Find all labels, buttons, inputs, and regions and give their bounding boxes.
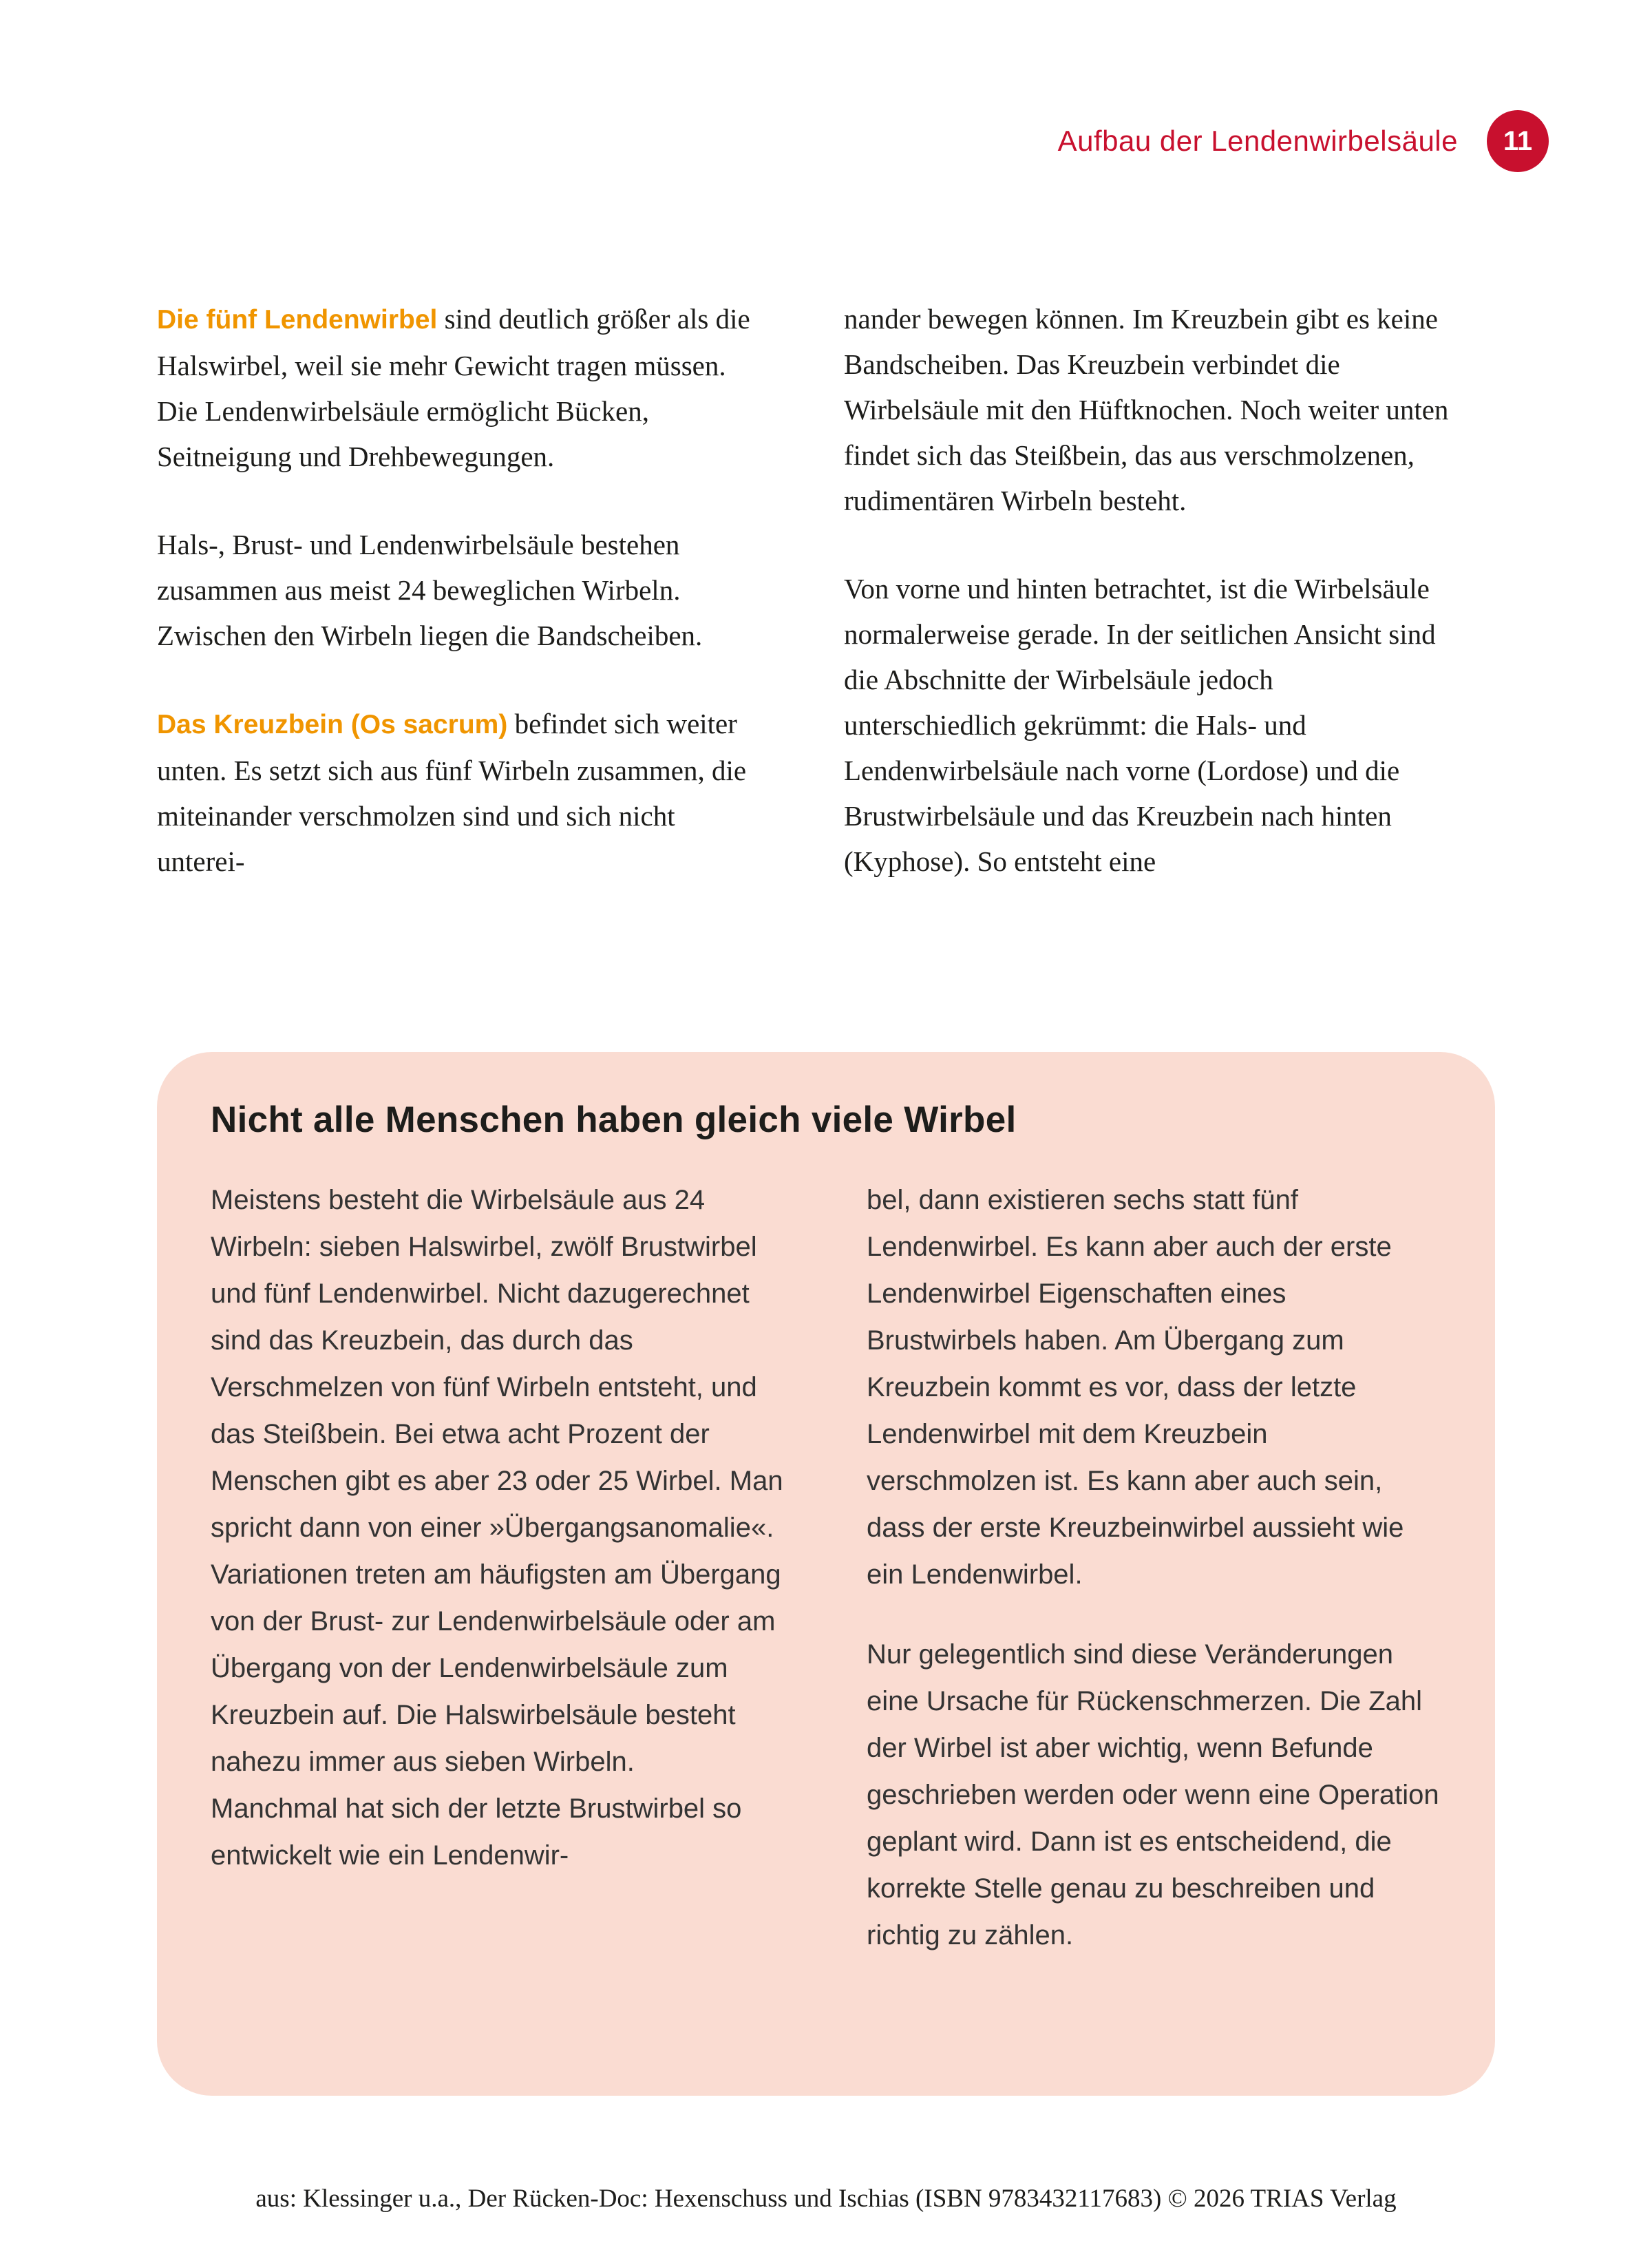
paragraph: bel, dann existieren sechs statt fünf Lendenwirbel. Es kann aber auch der erste Lendenwirbel Eigenschaften eines Brustwirbels haben. Am Übergang zum Kreuzbein kommt es vor, dass der letzte Lendenwirbel mit dem Kreuzbein verschmolzen ist. Es kann aber auch sein, dass der erste Kreuzbeinwirbel aussieht wie ein Lendenwirbel. — [867, 1185, 1404, 1590]
main-text — [157, 296, 1450, 884]
page-header — [1058, 110, 1549, 172]
paragraph-lead-in: Das Kreuzbein (Os sacrum) — [157, 710, 508, 739]
info-box-title: Nicht alle Menschen haben gleich viele Wirbel — [211, 1100, 1017, 1140]
paragraph: Nur gelegentlich sind diese Veränderungen eine Ursache für Rückenschmerzen. Die Zahl der Wirbel ist aber wichtig, wenn Befunde geschrieben werden oder wenn eine Operation geplant wird. Dann ist es entscheidend, die korrekte Stelle genau zu beschreiben und richtig zu zählen. — [867, 1639, 1439, 1950]
page-number-badge — [1487, 110, 1549, 172]
paragraph-lead-in: Die fünf Lendenwirbel — [157, 305, 438, 335]
info-box-columns — [211, 1177, 1441, 1959]
main-column-left — [157, 296, 763, 884]
source-credit: aus: Klessinger u.a., Der Rücken-Doc: Hexenschuss und Ischias (ISBN 9783432117683) © 2026 TRIAS Verlag — [255, 2185, 1397, 2213]
paragraph: nander bewegen können. Im Kreuzbein gibt es keine Bandscheiben. Das Kreuzbein verbindet die Wirbelsäule mit den Hüftknochen. Noch weiter unten findet sich das Steißbein, das aus verschmolzenen, rudimentären Wirbeln besteht. — [844, 303, 1449, 516]
info-box-column-right — [867, 1177, 1441, 1959]
page-number: 11 — [1503, 125, 1533, 156]
main-column-right — [844, 296, 1450, 884]
paragraph-text: sind deutlich größer als die Halswirbel, weil sie mehr Gewicht tragen müssen. Die Lendenwirbelsäule ermöglicht Bücken, Seitneigung und Drehbewegungen. — [157, 303, 750, 472]
paragraph-text: befindet sich weiter unten. Es setzt sich aus fünf Wirbeln zusammen, die miteinander verschmolzen sind und sich nicht unterei- — [157, 708, 747, 877]
running-head: Aufbau der Lendenwirbelsäule — [1057, 125, 1458, 157]
paragraph: Manchmal hat sich der letzte Brustwirbel so entwickelt wie ein Lendenwir- — [211, 1793, 742, 1871]
paragraph: Hals-, Brust- und Lendenwirbelsäule bestehen zusammen aus meist 24 beweglichen Wirbeln. Zwischen den Wirbeln liegen die Bandscheiben. — [157, 529, 703, 651]
paragraph: Von vorne und hinten betrachtet, ist die Wirbelsäule normalerweise gerade. In der seitlichen Ansicht sind die Abschnitte der Wirbelsäule jedoch unterschiedlich gekrümmt: die Hals- und Lendenwirbelsäule nach vorne (Lordose) und die Brustwirbelsäule und das Kreuzbein nach hinten (Kyphose). So entsteht eine — [844, 573, 1436, 877]
paragraph: Meistens besteht die Wirbelsäule aus 24 Wirbeln: sieben Halswirbel, zwölf Brustwirbel und fünf Lendenwirbel. Nicht dazugerechnet sind das Kreuzbein, das durch das Verschmelzen von fünf Wirbeln entsteht, und das Steißbein. Bei etwa acht Prozent der Menschen gibt es aber 23 oder 25 Wirbel. Man spricht dann von einer »Übergangsanomalie«. Variationen treten am häufigsten am Übergang von der Brust- zur Lendenwirbelsäule oder am Übergang von der Lendenwirbelsäule zum Kreuzbein auf. Die Halswirbelsäule besteht nahezu immer aus sieben Wirbeln. — [211, 1185, 783, 1777]
page-footer — [157, 2184, 1495, 2213]
paragraph — [157, 701, 763, 884]
info-box-column-left — [211, 1177, 785, 1959]
paragraph — [157, 296, 763, 479]
info-box — [157, 1052, 1495, 2096]
